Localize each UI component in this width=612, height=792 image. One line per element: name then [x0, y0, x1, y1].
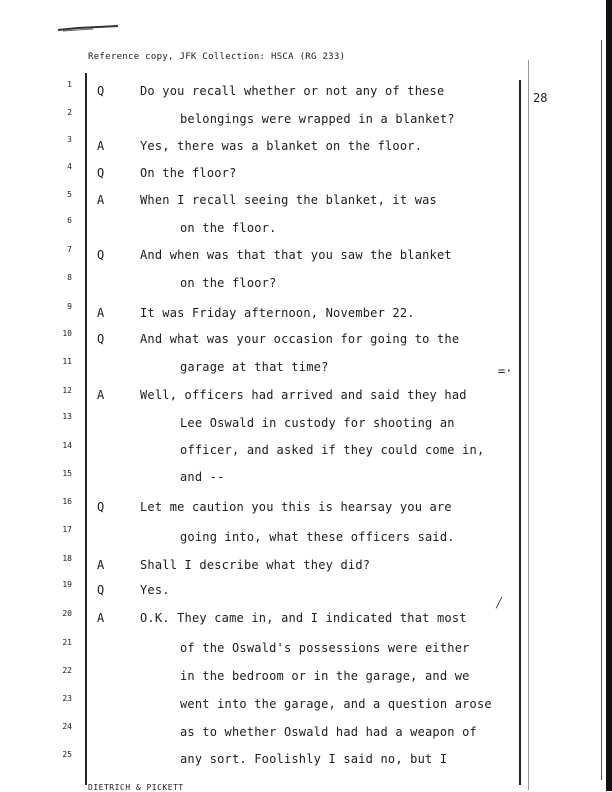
testimony-text: on the floor. — [180, 221, 277, 235]
line-number: 21 — [62, 638, 72, 647]
line-number: 13 — [62, 412, 72, 421]
transcript-line — [0, 388, 612, 408]
line-number: 12 — [62, 386, 72, 395]
testimony-text: Shall I describe what they did? — [140, 558, 371, 572]
line-number: 15 — [62, 469, 72, 478]
testimony-text: It was Friday afternoon, November 22. — [140, 306, 415, 320]
speaker-marker: Q — [97, 500, 105, 514]
speaker-marker: A — [97, 611, 105, 625]
speaker-marker: Q — [97, 332, 105, 346]
speaker-marker: Q — [97, 84, 105, 98]
line-number: 25 — [62, 750, 72, 759]
transcript-line — [0, 470, 612, 490]
line-number: 8 — [67, 273, 72, 282]
scan-artifact-mark — [58, 22, 118, 32]
speaker-marker: A — [97, 388, 105, 402]
transcript-line — [0, 580, 612, 603]
line-number: 16 — [62, 497, 72, 506]
line-number: 14 — [62, 441, 72, 450]
speaker-marker: Q — [97, 166, 105, 180]
transcript-line — [0, 666, 612, 689]
testimony-text: going into, what these officers said. — [180, 530, 455, 544]
line-number: 2 — [67, 108, 72, 117]
speaker-marker: A — [97, 193, 105, 207]
line-number: 19 — [62, 580, 72, 589]
transcript-line — [0, 412, 612, 436]
transcript-line — [0, 554, 612, 578]
transcript-line — [0, 245, 612, 268]
transcript-line — [0, 611, 612, 631]
speaker-marker: A — [97, 139, 105, 153]
line-number: 23 — [62, 694, 72, 703]
testimony-text: And what was your occasion for going to the — [140, 332, 460, 346]
line-number: 18 — [62, 554, 72, 563]
line-number: 17 — [62, 525, 72, 534]
margin-mark: =· — [498, 364, 513, 378]
testimony-text: O.K. They came in, and I indicated that most — [140, 611, 467, 625]
testimony-text: as to whether Oswald had had a weapon of — [180, 725, 477, 739]
margin-mark: ╱ — [496, 598, 503, 609]
transcript-line — [0, 357, 612, 380]
line-number: 7 — [67, 245, 72, 254]
transcript-line — [0, 190, 612, 213]
testimony-text: any sort. Foolishly I said no, but I — [180, 752, 448, 766]
speaker-marker: Q — [97, 248, 105, 262]
line-number: 22 — [62, 666, 72, 675]
transcript-line — [0, 162, 612, 186]
transcript-line — [0, 752, 612, 772]
line-number: 10 — [62, 329, 72, 338]
transcript-line — [0, 443, 612, 463]
testimony-text: Yes. — [140, 583, 170, 597]
transcript-line — [0, 497, 612, 520]
line-number: 3 — [67, 135, 72, 144]
testimony-text: When I recall seeing the blanket, it was — [140, 193, 437, 207]
transcript-line — [0, 108, 612, 132]
testimony-text: belongings were wrapped in a blanket? — [180, 112, 455, 126]
testimony-text: in the bedroom or in the garage, and we — [180, 669, 470, 683]
reference-header: Reference copy, JFK Collection: HSCA (RG 233) — [88, 52, 346, 62]
line-number: 4 — [67, 162, 72, 171]
line-number: 1 — [67, 80, 72, 89]
testimony-text: of the Oswald's possessions were either — [180, 641, 470, 655]
testimony-text: Well, officers had arrived and said they had — [140, 388, 467, 402]
transcript-line — [0, 329, 612, 352]
transcript-line — [0, 273, 612, 296]
line-number: 5 — [67, 190, 72, 199]
testimony-text: went into the garage, and a question arose — [180, 697, 492, 711]
testimony-text: Do you recall whether or not any of these — [140, 84, 445, 98]
testimony-text: Let me caution you this is hearsay you are — [140, 500, 452, 514]
testimony-text: and -- — [180, 470, 225, 484]
testimony-text: Yes, there was a blanket on the floor. — [140, 139, 423, 153]
speaker-marker: Q — [97, 583, 105, 597]
line-number: 20 — [62, 609, 72, 618]
transcript-line — [0, 135, 612, 159]
testimony-text: On the floor? — [140, 166, 237, 180]
testimony-text: And when was that that you saw the blanket — [140, 248, 452, 262]
line-number: 11 — [62, 357, 72, 366]
transcript-line — [0, 302, 612, 326]
testimony-text: garage at that time? — [180, 360, 329, 374]
testimony-text: Lee Oswald in custody for shooting an — [180, 416, 455, 430]
page-number: 28 — [533, 91, 548, 105]
testimony-text: on the floor? — [180, 276, 277, 290]
transcript-line — [0, 722, 612, 745]
transcript-line — [0, 638, 612, 661]
line-number: 24 — [62, 722, 72, 731]
line-number: 9 — [67, 302, 72, 311]
reporter-footer: DIETRICH & PICKETT — [88, 783, 184, 792]
speaker-marker: A — [97, 306, 105, 320]
transcript-line — [0, 694, 612, 717]
testimony-text: officer, and asked if they could come in, — [180, 443, 485, 457]
speaker-marker: A — [97, 558, 105, 572]
transcript-line — [0, 216, 612, 241]
transcript-line — [0, 80, 612, 104]
transcript-line — [0, 525, 612, 550]
line-number: 6 — [67, 216, 72, 225]
